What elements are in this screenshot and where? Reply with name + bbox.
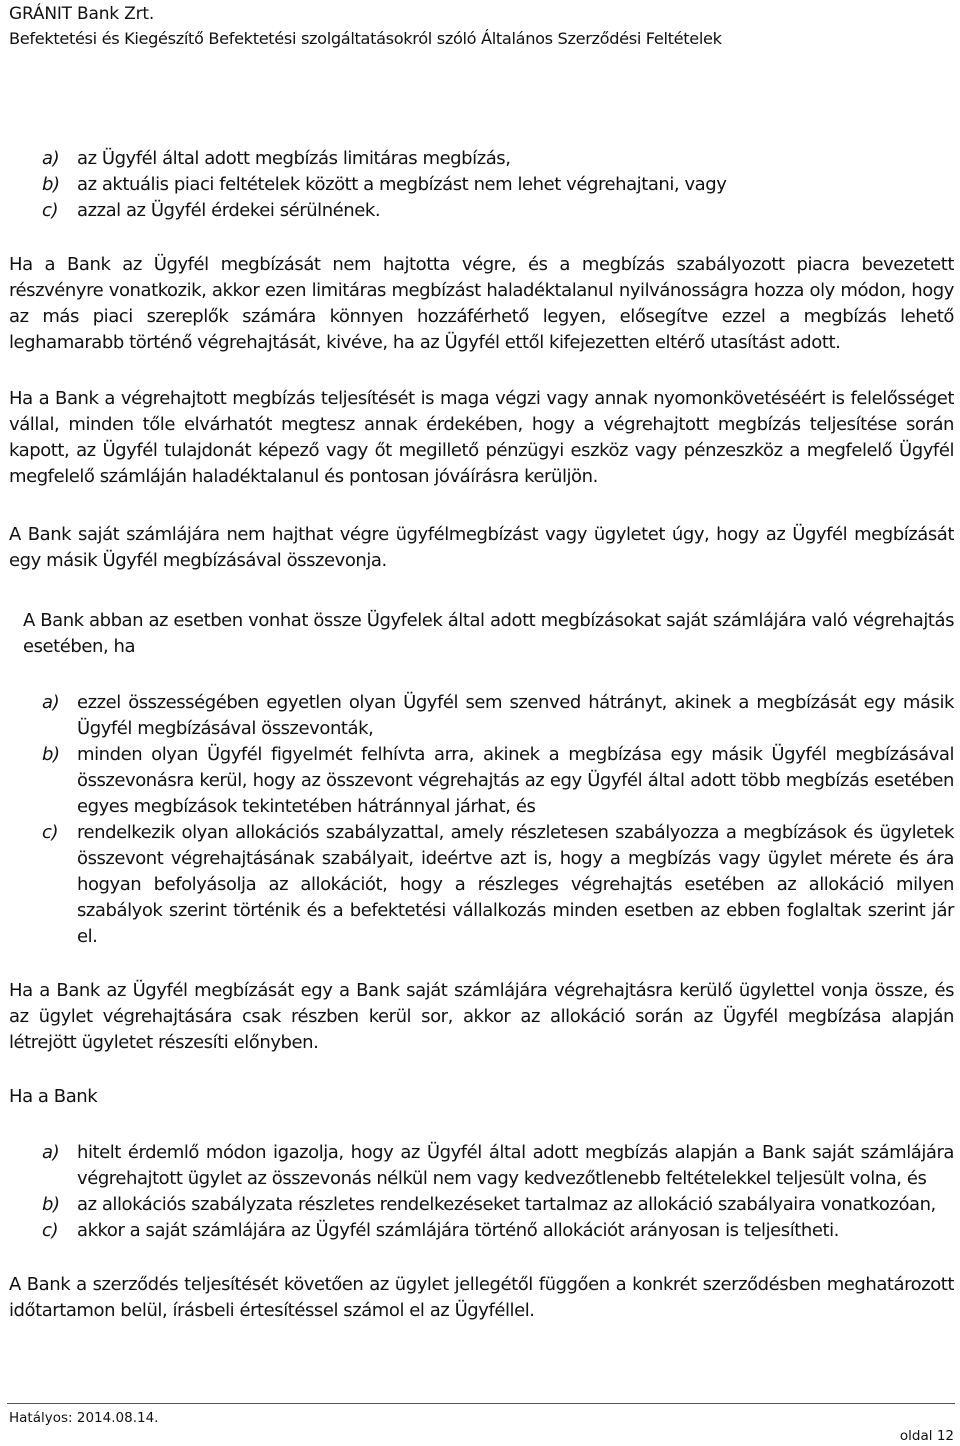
- list-item-text: rendelkezik olyan allokációs szabályzattal, amely részletesen szabályozza a megbízások és ügyletek összevont végrehajtásának szabályait, ideértve azt is, hogy a megbízás vagy ügylet mérete és ára hogyan befolyásolja az allokációt, hogy a részleges végrehajtás esetében az allokáció milyen szabályok szerint történik és a befektetési vállalkozás minden esetben az ebben foglaltak szerint jár el.: [77, 822, 954, 947]
- paragraph-settlement: Ha a Bank a végrehajtott megbízás teljesítését is maga végzi vagy annak nyomonkövetéséért is felelősséget vállal, minden tőle elvárhatót megtesz annak érdekében, hogy a végrehajtott megbízás teljesítése során kapott, az Ügyfél tulajdonát képező vagy őt megillető pénzügyi eszköz vagy pénzeszköz a megfelelő Ügyfél megfelelő számláján haladéktalanul és pontosan jóváírásra kerüljön.: [9, 388, 954, 487]
- list-item: [9, 1140, 954, 1192]
- company-name: GRÁNIT Bank Zrt.: [9, 4, 155, 24]
- list-marker: b): [42, 1194, 60, 1215]
- list-item-text: az aktuális piaci feltételek között a megbízást nem lehet végrehajtani, vagy: [77, 174, 727, 195]
- list-marker: b): [42, 174, 60, 195]
- conditions-list-3: [9, 1140, 954, 1244]
- paragraph-own-account: A Bank saját számlájára nem hajthat végre ügyfélmegbízást vagy ügyletet úgy, hogy az Ügyfél megbízását egy másik Ügyfél megbízásával összevonja.: [9, 524, 954, 571]
- list-item: [9, 690, 954, 742]
- page-header: [9, 3, 954, 50]
- paragraph-if-bank: Ha a Bank: [9, 1086, 98, 1107]
- paragraph-partial-execution: Ha a Bank az Ügyfél megbízását egy a Bank saját számlájára végrehajtásra kerülő ügylettel vonja össze, és az ügylet végrehajtására csak részben kerül sor, akkor az allokáció során az Ügyfél megbízása alapján létrejött ügyletet részesíti előnyben.: [9, 980, 954, 1053]
- list-item-text: az Ügyfél által adott megbízás limitáras megbízás,: [77, 148, 511, 169]
- list-item-text: minden olyan Ügyfél figyelmét felhívta arra, akinek a megbízása egy másik Ügyfél megbízásával összevonásra kerül, hogy az összevont végrehajtás az egy Ügyfél által adott több megbízás esetében egyes megbízások tekintetében hátránnyal járhat, és: [77, 744, 954, 817]
- paragraph-aggregation-conditions: A Bank abban az esetben vonhat össze Ügyfelek által adott megbízásokat saját számlájára való végrehajtás esetében, ha: [23, 610, 954, 657]
- list-marker: c): [42, 1220, 59, 1241]
- list-item-text: akkor a saját számlájára az Ügyfél számlájára történő allokációt arányosan is teljesítheti.: [77, 1220, 839, 1241]
- list-marker: c): [42, 200, 59, 221]
- list-item-text: ezzel összességében egyetlen olyan Ügyfél sem szenved hátrányt, akinek a megbízását egy másik Ügyfél megbízásával összevonták,: [77, 692, 954, 739]
- list-item: [9, 198, 954, 224]
- conditions-list-1: [9, 146, 954, 224]
- page-number: oldal 12: [899, 1428, 954, 1444]
- list-item: [9, 742, 954, 820]
- list-marker: a): [42, 148, 60, 169]
- list-item-text: azzal az Ügyfél érdekei sérülnének.: [77, 200, 381, 221]
- paragraph-unexecuted-order: Ha a Bank az Ügyfél megbízását nem hajtotta végre, és a megbízás szabályozott piacra bevezetett részvényre vonatkozik, akkor ezen limitáras megbízást haladéktalanul nyilvánosságra hozza oly módon, hogy az más piaci szereplők számára könnyen hozzáférhető legyen, elősegítve ezzel a megbízás lehető leghamarabb történő végrehajtását, kivéve, ha az Ügyfél ettől kifejezetten eltérő utasítást adott.: [9, 254, 954, 353]
- conditions-list-2: [9, 690, 954, 950]
- list-marker: a): [42, 1142, 60, 1163]
- list-item: [9, 820, 954, 950]
- list-marker: b): [42, 744, 60, 765]
- list-item: [9, 1218, 954, 1244]
- list-item-text: az allokációs szabályzata részletes rendelkezéseket tartalmaz az allokáció szabályaira vonatkozóan,: [77, 1194, 936, 1215]
- list-item: [9, 1192, 954, 1218]
- list-marker: a): [42, 692, 60, 713]
- effective-date: Hatályos: 2014.08.14.: [9, 1410, 159, 1426]
- document-title: Befektetési és Kiegészítő Befektetési szolgáltatásokról szóló Általános Szerződési Feltételek: [9, 29, 722, 48]
- document-body: [9, 146, 954, 1324]
- paragraph-settlement-notice: A Bank a szerződés teljesítését követően az ügylet jellegétől függően a konkrét szerződésben meghatározott időtartamon belül, írásbeli értesítéssel számol el az Ügyféllel.: [9, 1274, 954, 1321]
- list-marker: c): [42, 822, 59, 843]
- list-item: [9, 172, 954, 198]
- list-item-text: hitelt érdemlő módon igazolja, hogy az Ügyfél által adott megbízás alapján a Bank saját számlájára végrehajtott ügylet az összevonás nélkül nem vagy kedvezőtlenebb feltételekkel teljesült volna, és: [77, 1142, 954, 1189]
- footer-divider: [7, 1403, 955, 1404]
- list-item: [9, 146, 954, 172]
